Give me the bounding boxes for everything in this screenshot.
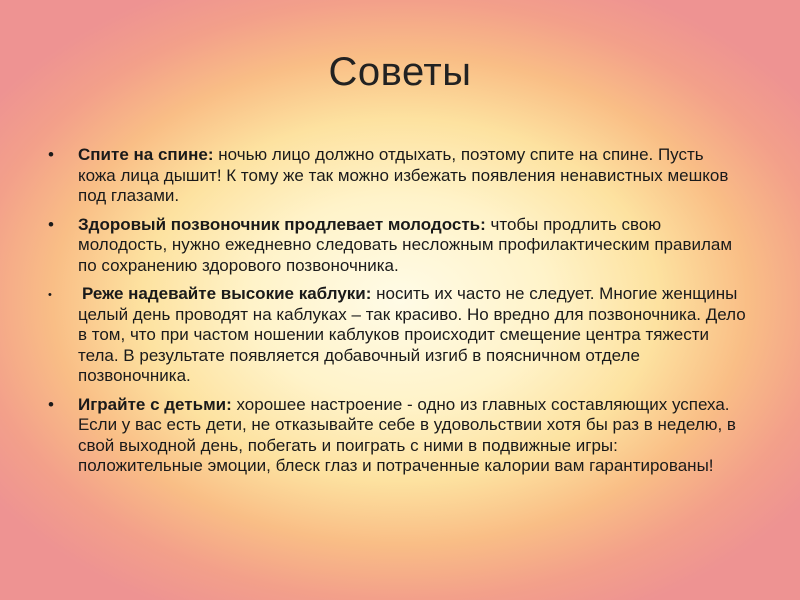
tip-item (46, 284, 746, 387)
bullet-icon: • (48, 394, 54, 414)
tip-item (46, 215, 746, 277)
bullet-icon: • (48, 289, 52, 301)
tip-text: ночью лицо должно отдыхать, поэтому спите на спине. Пусть кожа лица дышит! К тому же так можно избежать появления ненавистных мешков под глазами. (78, 145, 729, 205)
tips-list (46, 145, 746, 485)
tip-text: чтобы продлить свою молодость, нужно ежедневно следовать несложным профилактическим правилам по сохранению здорового позвоночника. (78, 214, 733, 275)
tip-item (46, 395, 746, 477)
tip-heading: Реже надевайте высокие каблуки: (82, 284, 372, 303)
tip-heading: Спите на спине: (78, 145, 214, 164)
tip-text: носить их часто не следует. Многие женщины целый день проводят на каблуках – так красиво. Но вредно для позвоночника. Дело в том, что при частом ношении каблуков происходит смещение центра тяжести тела. В результате появляется добавочный изгиб в поясничном отделе позвоночника. (78, 284, 746, 385)
slide-title: Советы (328, 50, 472, 94)
tip-heading: Играйте с детьми: (78, 394, 232, 414)
tip-item (46, 145, 746, 207)
bullet-icon: • (48, 145, 54, 164)
tip-heading: Здоровый позвоночник продлевает молодость: (78, 214, 486, 234)
bullet-icon: • (48, 214, 54, 234)
tip-text: хорошее настроение - одно из главных составляющих успеха. Если у вас есть дети, не отказывайте себе в удовольствии хотя бы раз в неделю, в свой выходной день, побегать и поиграть с ними в подвижные игры: положительные эмоции, блеск глаз и потраченные калории вам гарантированы! (78, 394, 736, 475)
